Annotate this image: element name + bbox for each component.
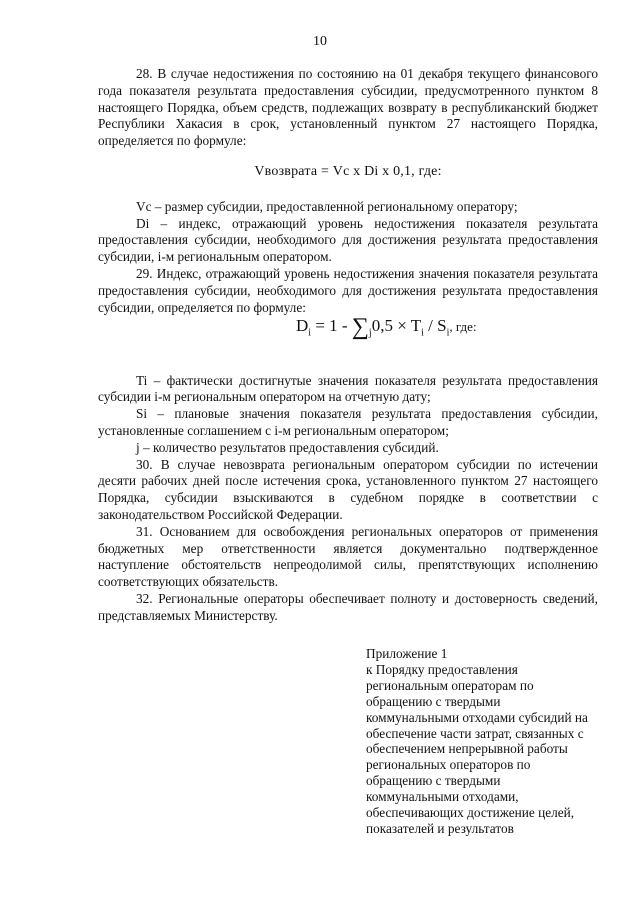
s-sub: i — [446, 327, 450, 339]
formula-body: 0,5 × T — [371, 316, 422, 336]
paragraph-29: 29. Индекс, отражающий уровень недостижения значения показателя результата предоставления субсидии, необходимого для достижения результата предоставления субсидии, определяется по формуле: — [98, 265, 598, 315]
page-number: 10 — [313, 34, 327, 49]
appendix-line: к Порядку предоставления — [366, 661, 518, 677]
appendix-line: Приложение 1 — [366, 646, 448, 661]
appendix-line: обращению с твердыми — [366, 693, 501, 709]
paragraph-32: 32. Региональные операторы обеспечивает полноту и достоверность сведений, представляемых Министерству. — [98, 590, 598, 623]
paragraph-30: 30. В случае невозврата региональным оператором субсидии по истечении десяти рабочих дней после истечения срока, установленного пунктом 27 настоящего Порядка, субсидии взыскиваются в судебном порядке в соответствии с законодательством Российской Федерации. — [98, 456, 598, 522]
paragraph-28: 28. В случае недостижения по состоянию на 01 декабря текущего финансового года показателя результата предоставления субсидии, предусмотренного пунктом 8 настоящего Порядка, объем средств, подлежащих возврату в республиканский бюджет Республики Хакасия в срок, установленный пунктом 27 настоящего Порядка, определяется по формуле: — [98, 66, 598, 149]
formula-where: , где: — [449, 319, 477, 335]
appendix-heading — [366, 646, 606, 837]
definition-ti: Ti – фактически достигнутые значения показателя результата предоставления субсидии i-м региональным оператором на отчетную дату; — [98, 372, 598, 405]
sum-symbol: ∑ — [351, 314, 369, 341]
paragraph-31: 31. Основанием для освобождения региональных операторов от применения бюджетных мер ответственности является документально подтвержденное наступление обстоятельств непреодолимой силы, препятствующих исполнению соответствующих обязательств. — [98, 523, 598, 590]
appendix-line: обеспечивающих достижение целей, — [366, 805, 575, 821]
formula-refund: Vвозврата = Vс x Di x 0,1, где: — [254, 163, 442, 179]
sum-sub: j — [368, 327, 372, 339]
document-body — [98, 66, 598, 625]
formula-index — [98, 314, 598, 342]
definition-si: Si – плановые значения показателя результата предоставления субсидии, установленные соглашением с i-м региональным оператором; — [98, 406, 598, 438]
t-sub: i — [421, 327, 424, 339]
appendix-line: обеспечением непрерывной работы — [366, 741, 568, 757]
appendix-line: региональных операторов по — [366, 757, 531, 773]
definition-di: Di – индекс, отражающий уровень недостижения показателя результата предоставления субсидии, необходимого для достижения результата предоставления субсидии, i-м региональным оператором. — [98, 215, 598, 265]
formula-eq: = 1 - — [311, 316, 352, 336]
formula-lhs: D — [296, 316, 309, 336]
definition-vc: Vс – размер субсидии, предоставленной региональному оператору; — [136, 198, 518, 214]
appendix-line: показателей и результатов — [366, 820, 514, 836]
formula-lhs-sub: i — [308, 327, 312, 339]
appendix-line: региональным операторам по — [366, 677, 534, 693]
formula-div: / S — [423, 316, 447, 336]
definition-j: j – количество результатов предоставления субсидий. — [136, 439, 439, 455]
appendix-line: обращению с твердыми — [366, 773, 501, 789]
appendix-line: коммунальными отходами, — [366, 789, 519, 805]
appendix-line: обеспечение части затрат, связанных с — [366, 725, 584, 741]
appendix-line: коммунальными отходами субсидий на — [366, 709, 588, 725]
